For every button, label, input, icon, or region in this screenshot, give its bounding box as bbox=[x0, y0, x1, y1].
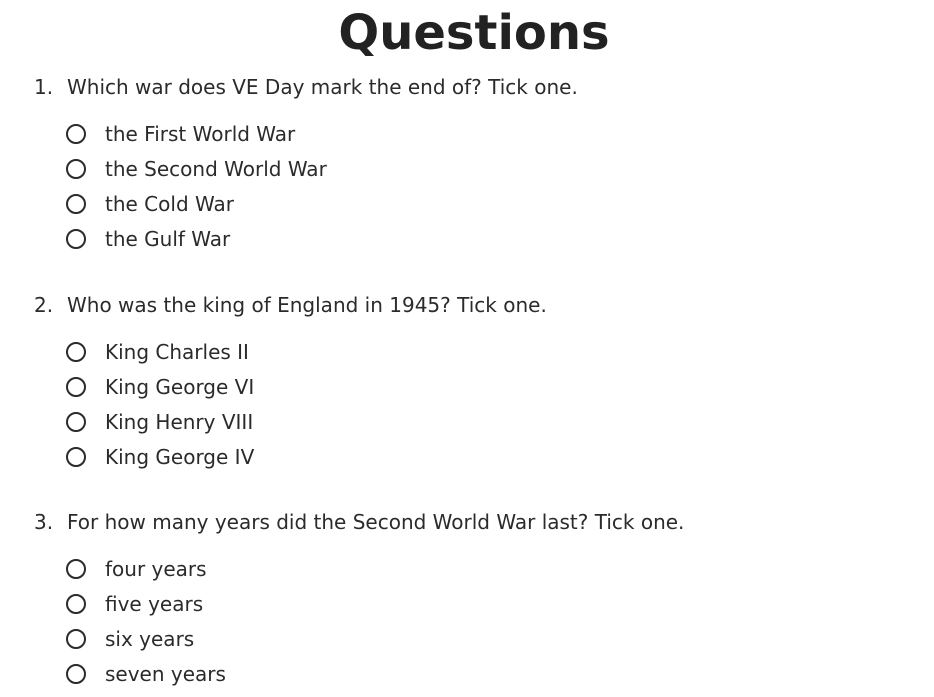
answer-option[interactable] bbox=[34, 221, 914, 256]
answer-options bbox=[34, 552, 914, 691]
question-3 bbox=[34, 508, 914, 691]
radio-button-icon[interactable] bbox=[66, 664, 86, 684]
radio-button-icon[interactable] bbox=[66, 594, 86, 614]
question-2 bbox=[34, 291, 914, 474]
answer-option[interactable] bbox=[34, 117, 914, 152]
question-text bbox=[34, 73, 914, 101]
radio-button-icon[interactable] bbox=[66, 194, 86, 214]
answer-option[interactable] bbox=[34, 405, 914, 440]
answer-option[interactable] bbox=[34, 439, 914, 474]
answer-option[interactable] bbox=[34, 370, 914, 405]
answer-options bbox=[34, 335, 914, 474]
radio-button-icon[interactable] bbox=[66, 342, 86, 362]
question-1 bbox=[34, 73, 914, 256]
radio-button-icon[interactable] bbox=[66, 377, 86, 397]
question-number: 3. bbox=[34, 510, 54, 534]
option-label: the Cold War bbox=[105, 191, 234, 216]
option-label: King George IV bbox=[105, 444, 255, 469]
option-label: five years bbox=[105, 592, 204, 617]
option-label: the Second World War bbox=[105, 157, 327, 182]
question-text bbox=[34, 291, 914, 319]
radio-button-icon[interactable] bbox=[66, 159, 86, 179]
radio-button-icon[interactable] bbox=[66, 229, 86, 249]
option-label: seven years bbox=[105, 661, 226, 686]
option-label: the Gulf War bbox=[105, 226, 231, 251]
answer-option[interactable] bbox=[34, 187, 914, 222]
page-title: Questions bbox=[338, 5, 610, 61]
question-number: 2. bbox=[34, 293, 54, 317]
answer-option[interactable] bbox=[34, 335, 914, 370]
option-label: four years bbox=[105, 557, 207, 582]
answer-option[interactable] bbox=[34, 587, 914, 622]
option-label: six years bbox=[105, 626, 195, 651]
question-prompt: For how many years did the Second World War last? Tick one. bbox=[67, 510, 685, 534]
option-label: King George VI bbox=[105, 375, 255, 400]
question-prompt: Who was the king of England in 1945? Tick one. bbox=[67, 293, 547, 317]
question-prompt: Which war does VE Day mark the end of? Tick one. bbox=[67, 75, 578, 99]
option-label: King Charles II bbox=[105, 340, 249, 365]
answer-option[interactable] bbox=[34, 152, 914, 187]
answer-option[interactable] bbox=[34, 656, 914, 691]
radio-button-icon[interactable] bbox=[66, 629, 86, 649]
question-text bbox=[34, 508, 914, 536]
answer-option[interactable] bbox=[34, 552, 914, 587]
answer-options bbox=[34, 117, 914, 256]
answer-option[interactable] bbox=[34, 622, 914, 657]
radio-button-icon[interactable] bbox=[66, 412, 86, 432]
option-label: the First World War bbox=[105, 122, 296, 147]
question-number: 1. bbox=[34, 75, 54, 99]
radio-button-icon[interactable] bbox=[66, 447, 86, 467]
option-label: King Henry VIII bbox=[105, 409, 254, 434]
radio-button-icon[interactable] bbox=[66, 124, 86, 144]
radio-button-icon[interactable] bbox=[66, 559, 86, 579]
